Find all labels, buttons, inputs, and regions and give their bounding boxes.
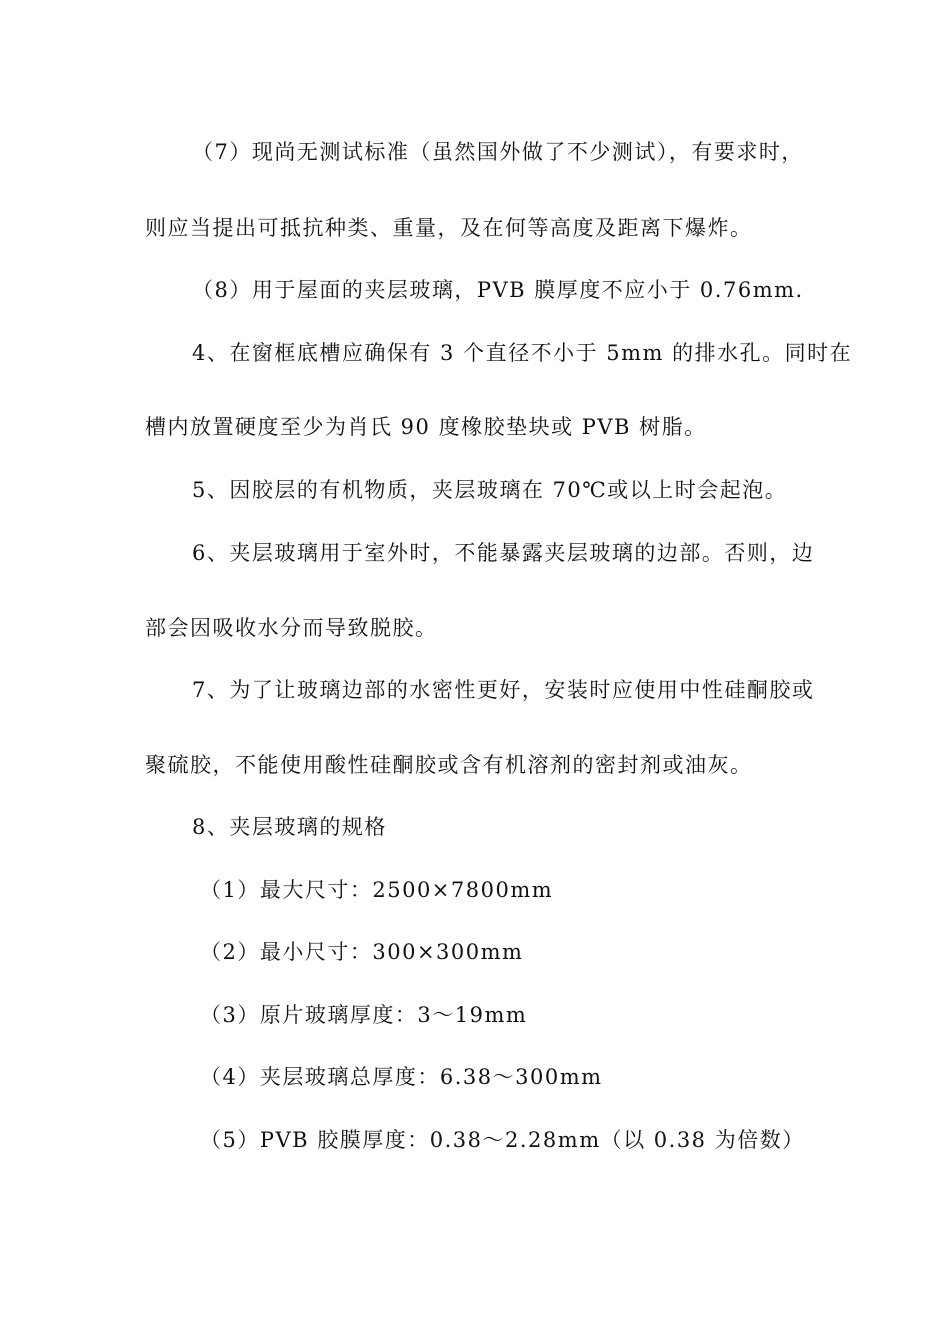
paragraph-line: 4、在窗框底槽应确保有 3 个直径不小于 5mm 的排水孔。同时在 bbox=[192, 341, 853, 365]
paragraph-line: 部会因吸收水分而导致脱胶。 bbox=[145, 616, 438, 640]
spec-item: （1）最大尺寸：2500×7800mm bbox=[200, 878, 554, 902]
paragraph-line: （7）现尚无测试标准（虽然国外做了不少测试），有要求时， bbox=[192, 140, 804, 164]
paragraph-line: 槽内放置硬度至少为肖氏 90 度橡胶垫块或 PVB 树脂。 bbox=[145, 415, 707, 439]
paragraph-line: （8）用于屋面的夹层玻璃，PVB 膜厚度不应小于 0.76mm. bbox=[192, 278, 804, 302]
paragraph-line: 聚硫胶，不能使用酸性硅酮胶或含有机溶剂的密封剂或油灰。 bbox=[145, 753, 753, 777]
paragraph-line: 6、夹层玻璃用于室外时，不能暴露夹层玻璃的边部。否则，边 bbox=[192, 541, 815, 565]
paragraph-line: 7、为了让玻璃边部的水密性更好，安装时应使用中性硅酮胶或 bbox=[192, 678, 815, 702]
spec-item: （2）最小尺寸：300×300mm bbox=[200, 940, 524, 964]
spec-item: （5）PVB 胶膜厚度：0.38～2.28mm（以 0.38 为倍数） bbox=[200, 1128, 805, 1152]
paragraph-line: 5、因胶层的有机物质，夹层玻璃在 70℃或以上时会起泡。 bbox=[192, 478, 788, 502]
spec-item: （3）原片玻璃厚度：3～19mm bbox=[200, 1003, 528, 1027]
section-heading: 8、夹层玻璃的规格 bbox=[192, 815, 387, 839]
spec-item: （4）夹层玻璃总厚度：6.38～300mm bbox=[200, 1065, 603, 1089]
paragraph-line: 则应当提出可抵抗种类、重量，及在何等高度及距离下爆炸。 bbox=[145, 216, 753, 240]
